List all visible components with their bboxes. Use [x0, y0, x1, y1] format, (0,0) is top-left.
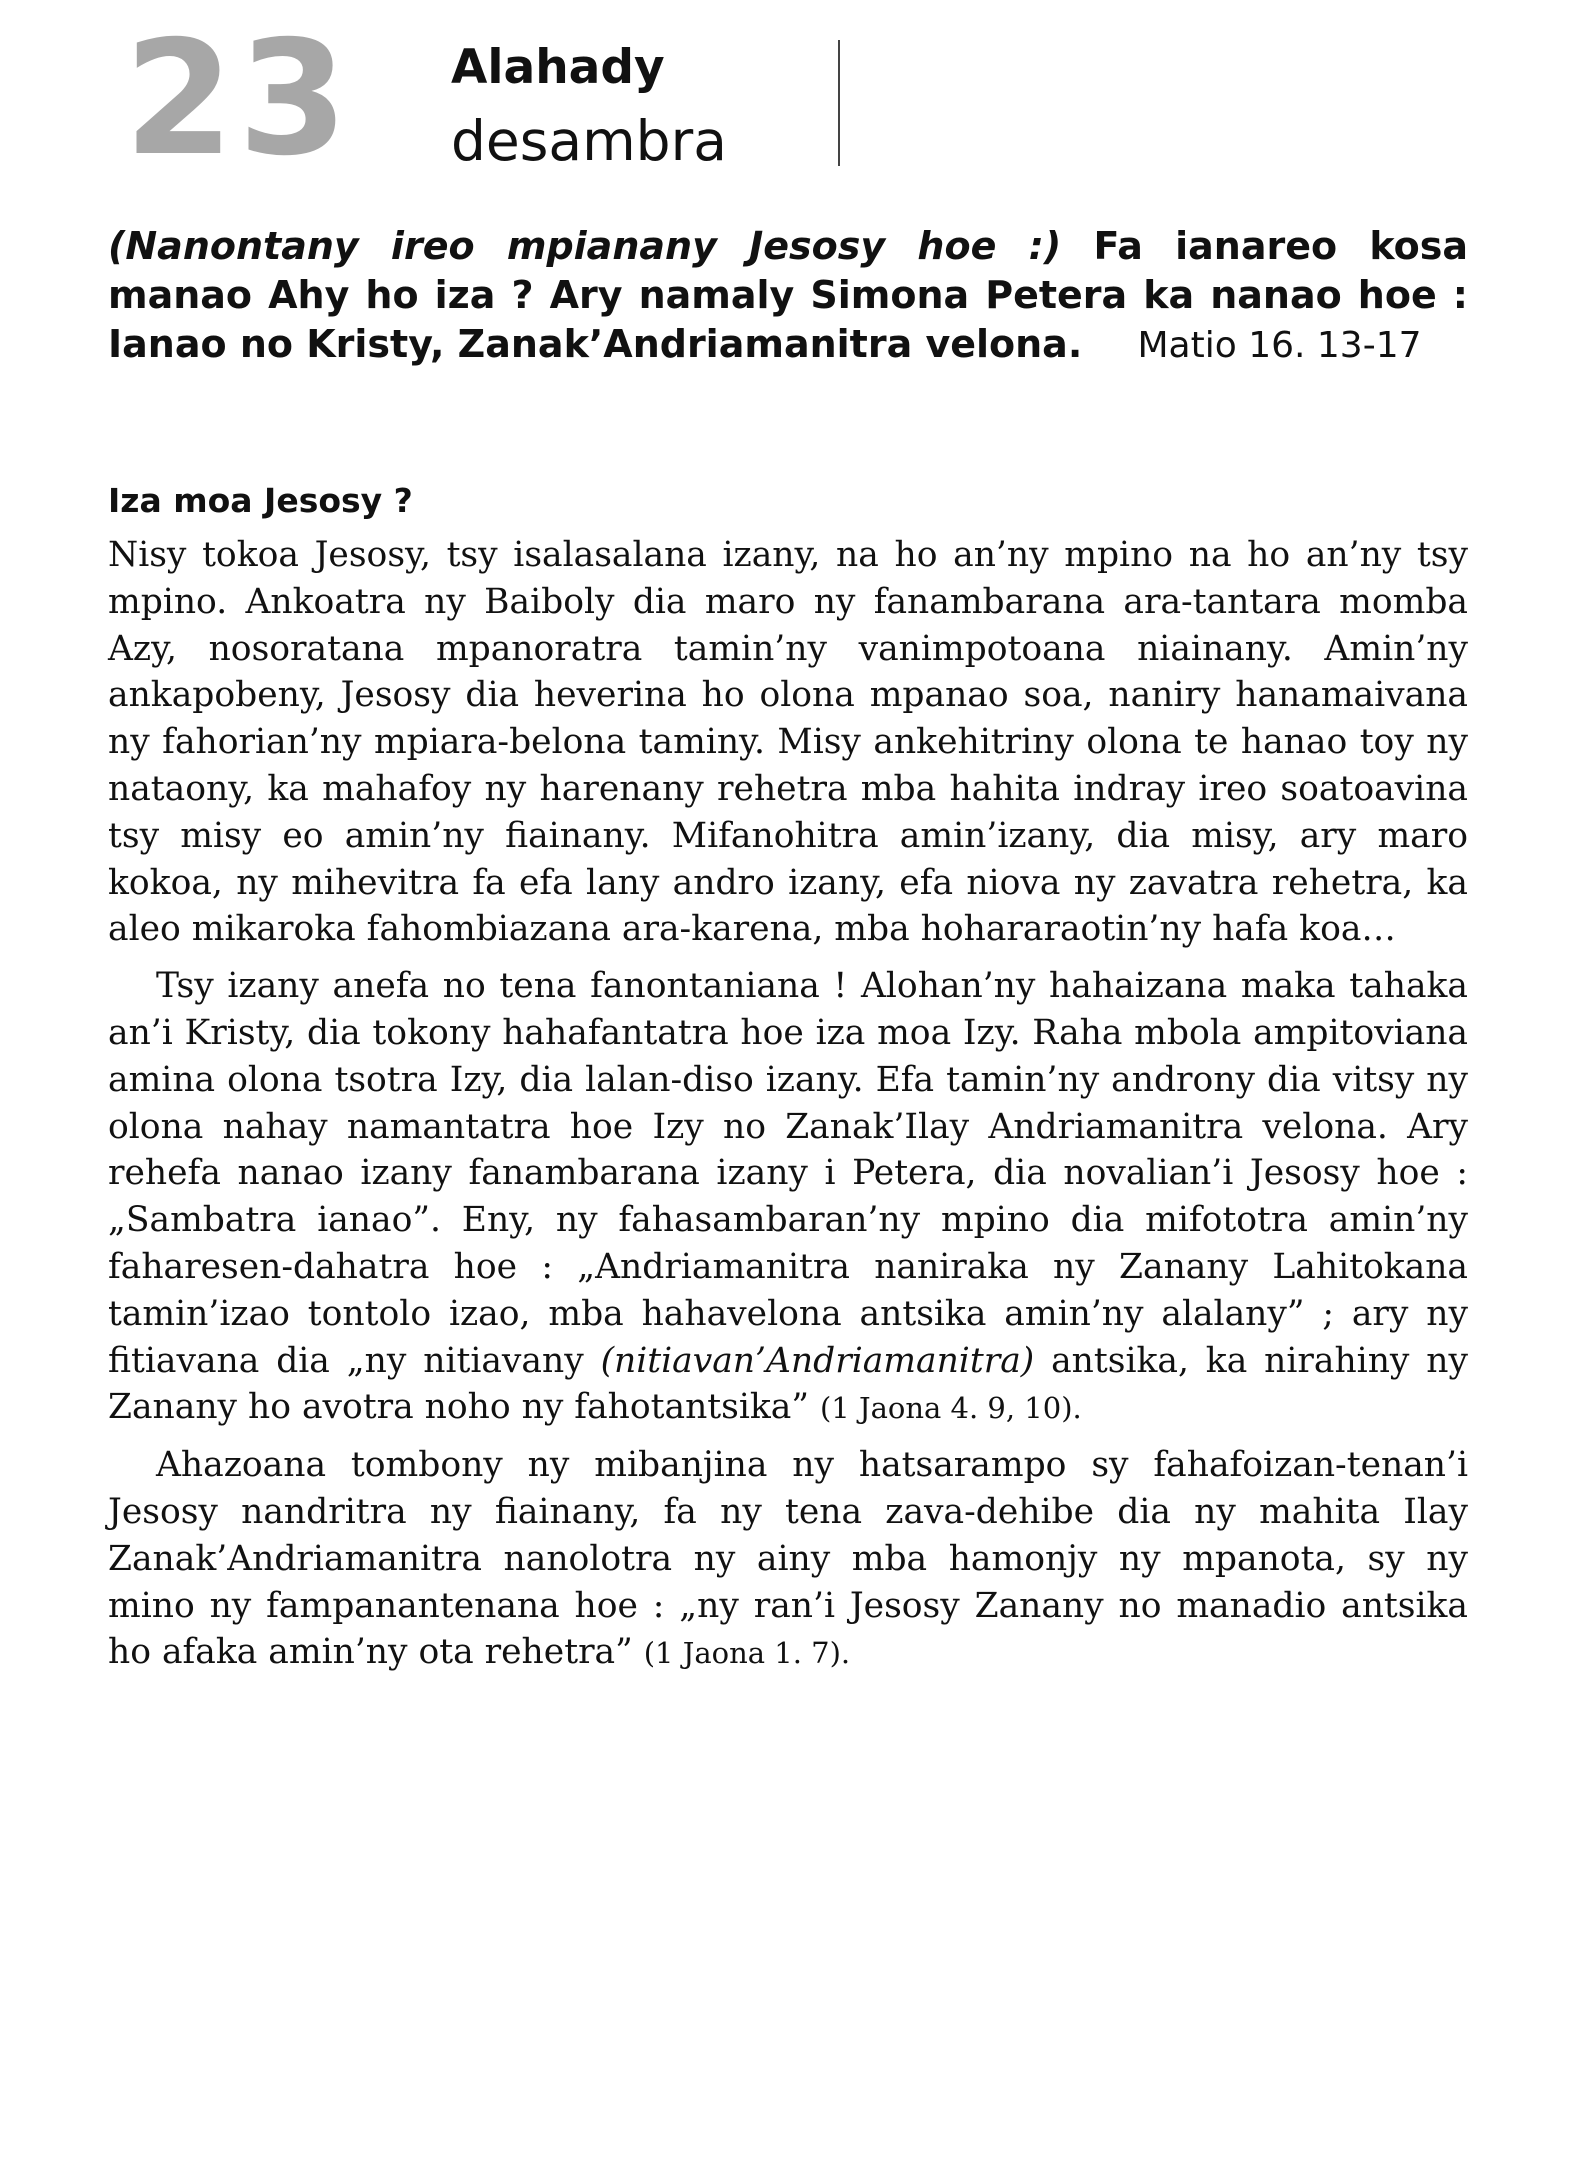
verse-block	[108, 222, 1468, 370]
day-number: 23	[124, 7, 352, 191]
paragraph-2-italic: (nitiavan’Andriamanitra)	[600, 1340, 1035, 1381]
month: desambra	[451, 109, 727, 173]
weekday: Alahady	[451, 40, 665, 95]
paragraph-3-reference: (1 Jaona 1. 7).	[643, 1636, 851, 1671]
verse-reference: Matio 16. 13-17	[1137, 325, 1422, 366]
paragraph-2-text-a: Tsy izany anefa no tena fanontaniana ! Alohan’ny hahaizana maka tahaka an’i Kristy, dia tokony hahafantatra hoe iza moa Izy. Raha mbola ampitoviana amina olona tsotra Izy, dia lalan-diso izany. Efa tamin’ny androny dia vitsy ny olona nahay namantatra hoe Izy no Zanak’Ilay Andriamanitra velona. Ary rehefa nanao izany fanambarana izany i Petera, dia novalian’i Jesosy hoe : „Sambatra ianao”. Eny, ny fahasambaran’ny mpino dia mifototra amin’ny faharesen-dahatra hoe : „Andriamanitra naniraka ny Zanany Lahitokana tamin’izao tontolo izao, mba hahavelona antsika amin’ny alalany” ; ary ny fitiavana dia „ny nitiavany	[108, 966, 1468, 1381]
paragraph-2	[108, 963, 1468, 1432]
paragraph-2-text-b: antsika, ka nirahiny ny Zanany ho avotra noho ny fahotantsika”	[108, 1340, 1469, 1428]
paragraph-3	[108, 1442, 1468, 1677]
meditation-body	[108, 532, 1468, 1677]
meditation-title: Iza moa Jesosy ?	[108, 481, 413, 520]
paragraph-2-reference: (1 Jaona 4. 9, 10).	[819, 1391, 1082, 1426]
paragraph-1: Nisy tokoa Jesosy, tsy isalasalana izany, na ho an’ny mpino na ho an’ny tsy mpino. Ankoatra ny Baiboly dia maro ny fanambarana ara-tantara momba Azy, nosoratana mpanoratra tamin’ny vanimpotoana niainany. Amin’ny ankapobeny, Jesosy dia heverina ho olona mpanao soa, naniry hanamaivana ny fahorian’ny mpiara-belona taminy. Misy ankehitriny olona te hanao toy ny nataony, ka mahafoy ny harenany rehetra mba hahita indray ireo soatoavina tsy misy eo amin’ny fiainany. Mifanohitra amin’izany, dia misy, ary maro kokoa, ny mihevitra fa efa lany andro izany, efa niova ny zavatra rehetra, ka aleo mikaroka fahombiazana ara-karena, mba hohararaotin’ny hafa koa…	[108, 535, 1468, 950]
header-divider	[838, 40, 840, 166]
paragraph-3-text: Ahazoana tombony ny mibanjina ny hatsarampo sy fahafoizan-tenan’i Jesosy nandritra ny fiainany, fa ny tena zava-dehibe dia ny mahita Ilay Zanak’Andriamanitra nanolotra ny ainy mba hamonjy ny mpanota, sy ny mino ny fampanantenana hoe : „ny ran’i Jesosy Zanany no manadio antsika ho afaka amin’ny ota rehetra”	[108, 1445, 1468, 1673]
verse-intro: (Nanontany ireo mpianany Jesosy hoe :)	[108, 224, 1062, 268]
verse-text: Fa ianareo kosa manao Ahy ho iza ? Ary namaly Simona Petera ka nanao hoe : Ianao no Kristy, Zanak’Andriamanitra velona.	[108, 224, 1468, 366]
